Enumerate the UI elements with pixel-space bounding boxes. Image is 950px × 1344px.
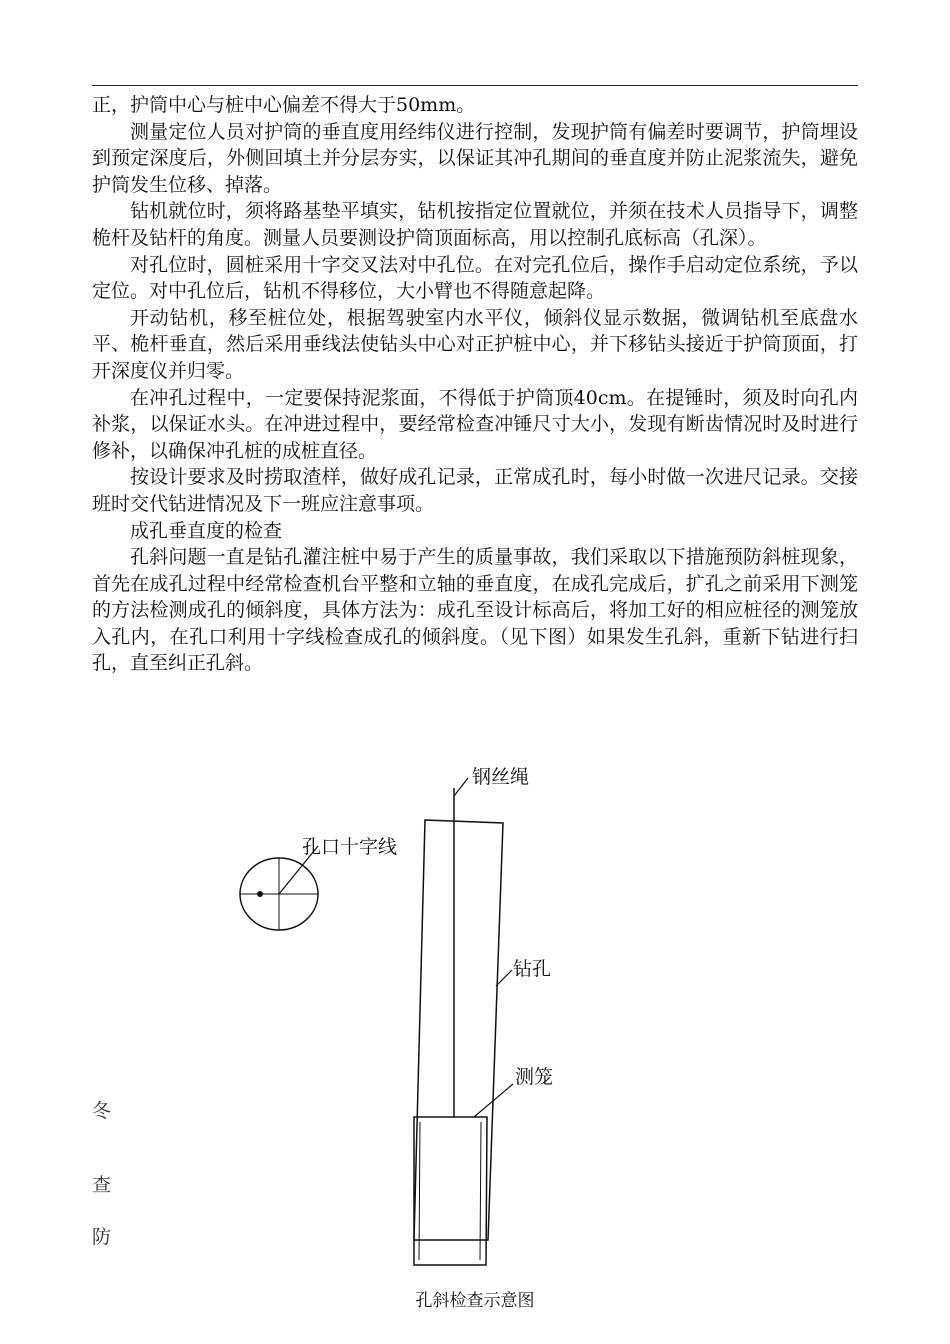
borehole-label: 钻孔	[513, 958, 552, 980]
section-heading: 成孔垂直度的检查	[130, 519, 283, 542]
paragraph: 按设计要求及时捞取渣样，做好成孔记录，正常成孔时，每小时做一次进尺记录。交接班时交代钻进情况及下一班应注意事项。	[92, 466, 858, 515]
paragraph: 钻机就位时，须将路基垫平填实，钻机按指定位置就位，并须在技术人员指导下，调整桅杆及钻杆的角度。测量人员要测设护筒顶面标高，用以控制孔底标高（孔深）。	[92, 200, 858, 249]
header-rule	[92, 85, 858, 86]
borehole-leader	[496, 970, 512, 986]
paragraph: 对孔位时，圆桩采用十字交叉法对中孔位。在对完孔位后，操作手启动定位系统，予以定位。对中孔位后，钻机不得移位，大小臂也不得随意起降。	[92, 253, 858, 303]
paragraph: 测量定位人员对护筒的垂直度用经纬仪进行控制，发现护筒有偏差时要调节，护筒埋设到预定深度后，外侧回填土并分层夯实，以保证其冲孔期间的垂直度并防止泥浆流失，避免护筒发生位移、掉落。	[92, 120, 858, 196]
cage-label: 测笼	[515, 1066, 554, 1088]
margin-fragment: 冬	[92, 1100, 112, 1122]
wire-rope-label: 钢丝绳	[472, 766, 530, 788]
body-text	[92, 92, 858, 677]
paragraph: 正，护筒中心与桩中心偏差不得大于50mm。	[92, 94, 476, 116]
wire-rope-leader	[454, 778, 468, 796]
center-dot	[257, 891, 263, 897]
cross-line-label: 孔口十字线	[302, 836, 398, 858]
paragraph: 在冲孔过程中，一定要保持泥浆面，不得低于护筒顶40cm。在提锤时，须及时向孔内补浆，以保证水头。在冲进过程中，要经常检查冲锤尺寸大小，发现有断齿情况时及时进行修补，以确保冲孔桩的成桩直径。	[92, 386, 858, 462]
measuring-cage	[414, 1117, 487, 1265]
paragraph: 开动钻机，移至桩位处，根据驾驶室内水平仪，倾斜仪显示数据，微调钻机至底盘水平、桅杆垂直，然后采用垂线法使钻头中心对正护桩中心，并下移钻头接近于护筒顶面，打开深度仪并归零。	[92, 306, 858, 382]
margin-fragment: 查	[92, 1174, 112, 1196]
borehole-inclination-diagram	[0, 740, 950, 1300]
figure-caption: 孔斜检查示意图	[415, 1291, 535, 1311]
margin-fragment: 防	[92, 1226, 112, 1248]
borehole-outline	[414, 820, 503, 1240]
diagram-svg	[0, 740, 950, 1300]
paragraph: 孔斜问题一直是钻孔灌注桩中易于产生的质量事故，我们采取以下措施预防斜桩现象，首先在成孔过程中经常检查机台平整和立轴的垂直度，在成孔完成后，扩孔之前采用下测笼的方法检测成孔的倾斜度，具体方法为：成孔至设计标高后，将加工好的相应桩径的测笼放入孔内，在孔口利用十字线检查成孔的倾斜度。（见下图）如果发生孔斜，重新下钻进行扫孔，直至纠正孔斜。	[92, 546, 858, 675]
